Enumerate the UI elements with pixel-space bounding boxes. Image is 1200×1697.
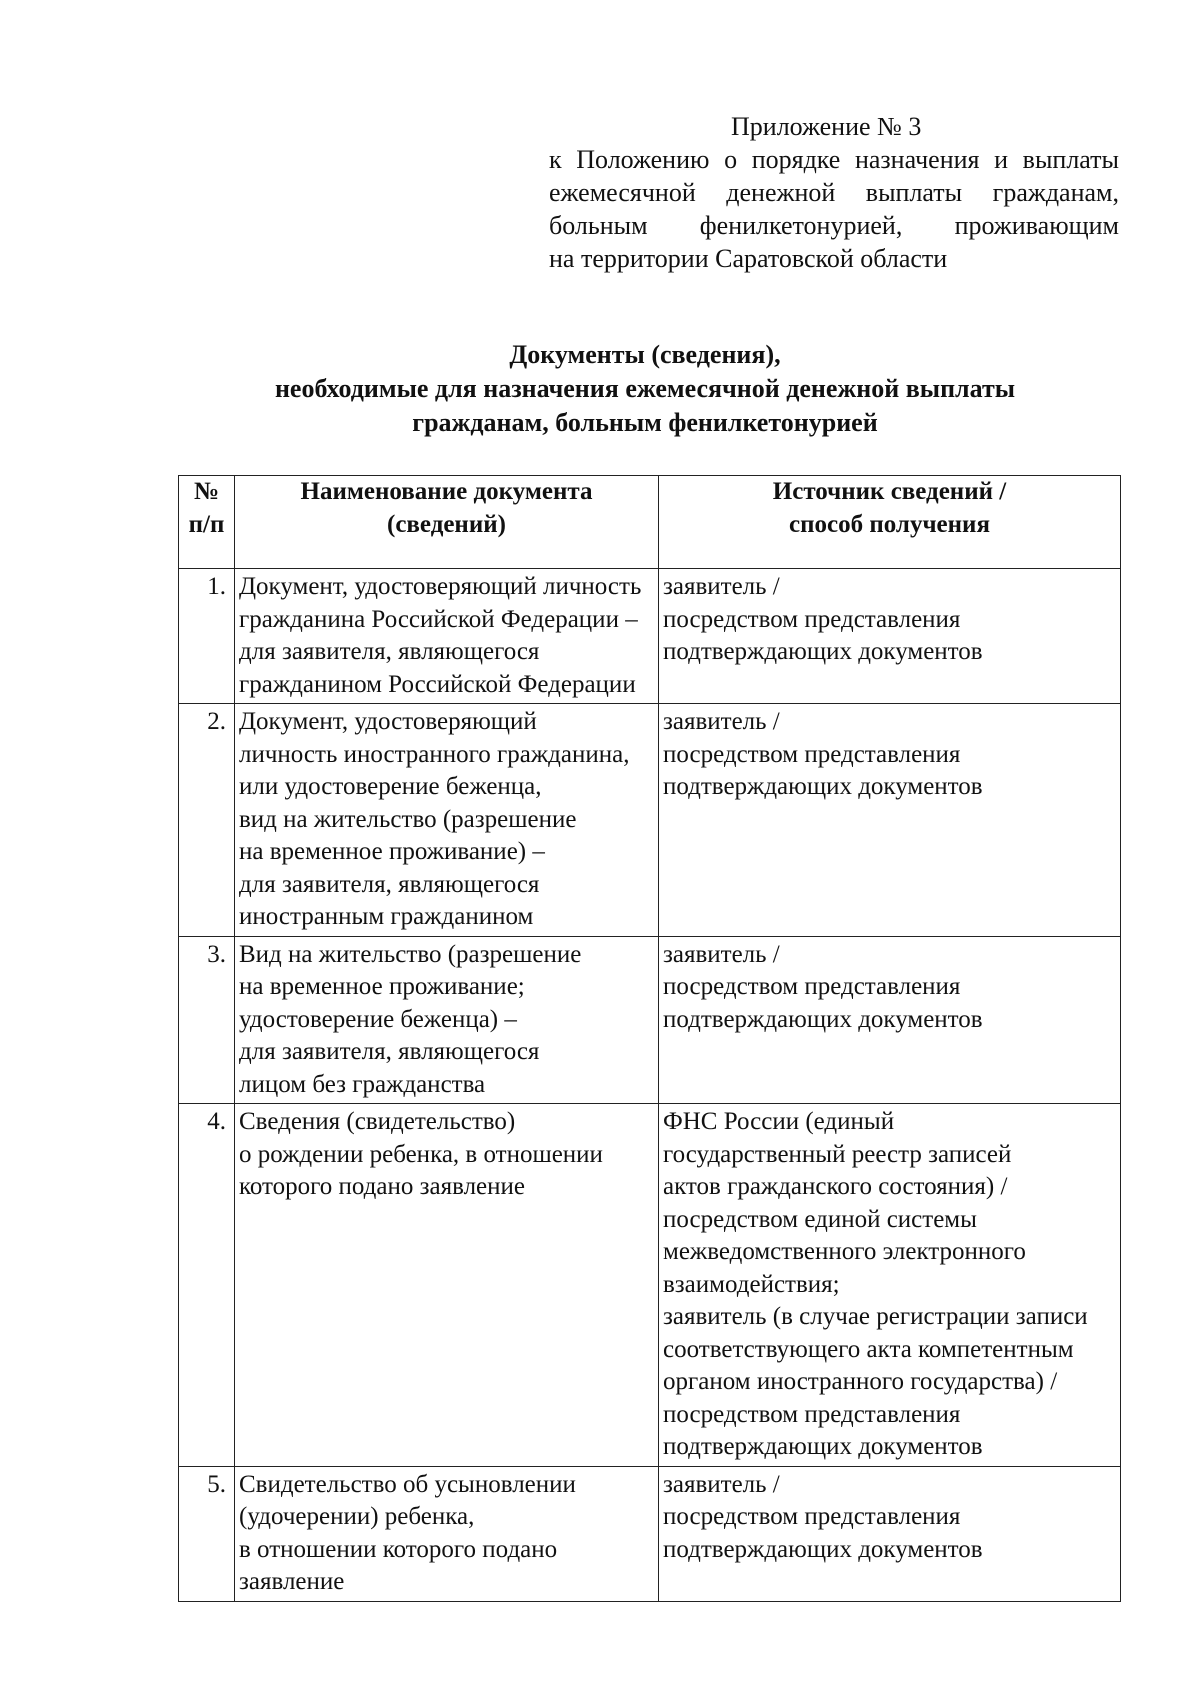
document-name-cell [235,936,659,1104]
header-line: Наименование документа [300,478,593,505]
document-name-line: вид на жительство (разрешение [239,805,577,833]
document-name-line: в отношении которого подано [239,1535,558,1563]
source-line: межведомственного электронного [663,1238,1026,1265]
row-number: 5. [179,1466,235,1601]
row-number: 4. [179,1104,235,1467]
header-line: способ получения [789,510,990,538]
source-line: посредством представления [663,1503,961,1530]
document-name-line: (удочерении) ребенка, [239,1503,475,1530]
document-name-line: Свидетельство об усыновлении [239,1470,576,1498]
source-line: органом иностранного государства) / [663,1368,1058,1395]
document-name-line: о рождении ребенка, в отношении [239,1140,603,1168]
source-line: посредством единой системы [663,1205,977,1233]
annex-heading [549,110,1119,275]
table-header-row [179,476,1121,569]
document-title-line: Документы (сведения), [509,340,781,369]
document-name-line: Вид на жительство (разрешение [239,940,582,968]
annex-title: Приложение № 3 [731,112,922,141]
document-name-line: на временное проживание) – [239,838,545,865]
annex-line: на территории Саратовской области [549,244,948,273]
source-line: заявитель / [663,940,780,968]
source-cell [659,1466,1121,1601]
document-name-line: удостоверение беженца) – [239,1005,517,1033]
document-name-line: лицом без гражданства [239,1070,486,1098]
annex-line: ежемесячной денежной выплаты гражданам, [549,178,1119,207]
source-line: подтверждающих документов [663,773,983,800]
document-title-line: необходимые для назначения ежемесячной денежной выплаты [274,374,1016,403]
source-line: актов гражданского состояния) / [663,1173,1008,1200]
source-line: посредством представления [663,605,961,633]
row-number: 2. [179,704,235,937]
annex-line: к Положению о порядке назначения и выплаты [549,145,1119,174]
document-name-cell [235,569,659,704]
document-name-cell [235,1466,659,1601]
annex-line: больным фенилкетонурией, проживающим [549,211,1119,240]
document-name-line: личность иностранного гражданина, [239,740,630,768]
table-row [179,1104,1121,1467]
document-name-cell [235,704,659,937]
row-number: 3. [179,936,235,1104]
document-name-line: гражданином Российской Федерации [239,670,636,698]
documents-table [178,475,1121,1602]
source-cell [659,704,1121,937]
document-name-cell [235,1104,659,1467]
table-row [179,1466,1121,1601]
source-line: соответствующего акта компетентным [663,1335,1074,1363]
source-cell [659,569,1121,704]
header-line: № [193,478,220,505]
source-cell [659,936,1121,1104]
document-title-line: гражданам, больным фенилкетонурией [412,408,878,437]
row-number: 1. [179,569,235,704]
document-name-line: заявление [239,1568,345,1595]
source-line: посредством представления [663,973,961,1000]
document-name-line: для заявителя, являющегося [239,638,540,665]
table-row [179,704,1121,937]
header-source [659,476,1121,569]
source-line: заявитель (в случае регистрации записи [663,1303,1088,1330]
header-line: (сведений) [387,510,506,538]
source-line: ФНС России (единый [663,1108,895,1135]
document-name-line: или удостоверение беженца, [239,773,542,800]
table-row [179,936,1121,1104]
header-line: Источник сведений / [772,478,1007,505]
source-line: подтверждающих документов [663,1005,983,1033]
source-line: заявитель / [663,708,780,735]
document-name-line: иностранным гражданином [239,903,534,930]
source-cell [659,1104,1121,1467]
document-name-line: Документ, удостоверяющий [239,708,537,735]
table-body [179,569,1121,1602]
document-name-line: для заявителя, являющегося [239,870,540,898]
document-title [170,338,1120,440]
header-num [179,476,235,569]
source-line: взаимодействия; [663,1270,840,1298]
document-name-line: гражданина Российской Федерации – [239,605,638,633]
document-name-line: которого подано заявление [239,1173,525,1200]
document-name-line: Документ, удостоверяющий личность [239,573,642,600]
source-line: заявитель / [663,573,780,600]
source-line: подтверждающих документов [663,638,983,665]
source-line: заявитель / [663,1470,780,1498]
source-line: посредством представления [663,740,961,768]
document-name-line: на временное проживание; [239,973,525,1000]
source-line: подтверждающих документов [663,1535,983,1563]
source-line: государственный реестр записей [663,1140,1012,1168]
header-line: п/п [188,510,225,538]
header-document-name [235,476,659,569]
table-row [179,569,1121,704]
document-name-line: Сведения (свидетельство) [239,1108,516,1135]
source-line: посредством представления [663,1400,961,1428]
source-line: подтверждающих документов [663,1433,983,1460]
document-name-line: для заявителя, являющегося [239,1038,540,1065]
